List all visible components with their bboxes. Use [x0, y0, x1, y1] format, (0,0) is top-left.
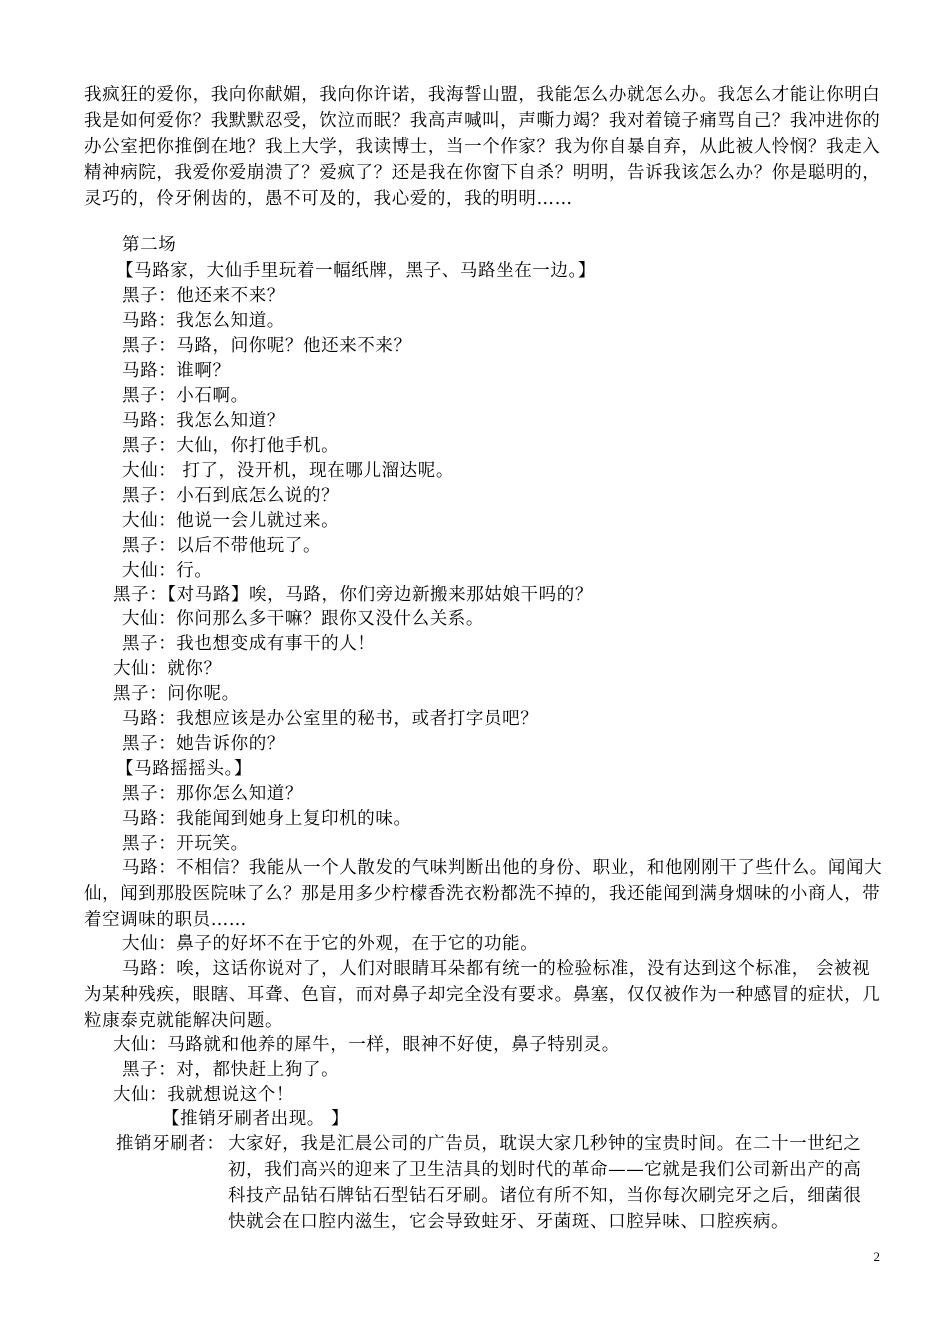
- dialogue-line: 大仙：马路就和他养的犀牛，一样，眼神不好使，鼻子特别灵。: [113, 1035, 620, 1055]
- dialogue-line: 马路：我怎么知道？: [122, 411, 285, 431]
- dialogue-line: 大仙：就你？: [113, 659, 222, 679]
- dialogue-line: 黑子：对，都快赶上狗了。: [122, 1060, 340, 1080]
- dialogue-line: 黑子：小石到底怎么说的？: [122, 486, 340, 506]
- dialogue-line: 黑子：大仙，你打他手机。: [122, 436, 340, 456]
- dialogue-line: 大仙：他说一会儿就过来。: [122, 511, 340, 531]
- dialogue-line: 黑子：开玩笑。: [122, 834, 249, 854]
- dialogue-line: 马路：我怎么知道。: [122, 311, 285, 331]
- stage-direction: 【马路家，大仙手里玩着一幅纸牌，黑子、马路坐在一边。】: [116, 261, 596, 281]
- dialogue-line: 黑子：她告诉你的？: [122, 734, 285, 754]
- dialogue-line: 马路：谁啊？: [122, 361, 231, 381]
- stage-direction: 【马路摇摇头。】: [116, 759, 253, 779]
- dialogue-line: 大仙： 打了，没开机，现在哪儿溜达呢。: [122, 461, 454, 481]
- opening-paragraph: 我疯狂的爱你，我向你献媚，我向你许诺，我海誓山盟，我能怎么办就怎么办。我怎么才能让你明白我是如何爱你？我默默忍受，饮泣而眠？我高声喊叫，声嘶力竭？我对着镜子痛骂自己？我冲进你的办公室把你推倒在地？我上大学，我读博士，当一个作家？我为你自暴自弃，从此被人怜悯？我走入精神病院，我爱你爱崩溃了？爱疯了？还是我在你窗下自杀？明明，告诉我该怎么办？你是聪明的，灵巧的，伶牙俐齿的，愚不可及的，我心爱的，我的明明……: [84, 85, 881, 209]
- salesman-speech: 大家好，我是汇晨公司的广告员，耽误大家几秒钟的宝贵时间。在二十一世纪之初，我们高兴的迎来了卫生洁具的划时代的革命——它就是我们公司新出产的高科技产品钻石牌钻石型钻石牙刷。诸位有所不知，当你每次刷完牙之后，细菌很快就会在口腔内滋生，它会导致蛀牙、牙菌斑、口腔异味、口腔疾病。: [228, 1134, 862, 1232]
- dialogue-line: 大仙：行。: [122, 561, 213, 581]
- malu-speech-smell: 马路：不相信？我能从一个人散发的气味判断出他的身份、职业，和他刚刚干了些什么。闻闻大仙，闻到那股医院味了么？那是用多少柠檬香洗衣粉都洗不掉的，我还能闻到满身烟味的小商人，带着空调味的职员……: [84, 858, 883, 930]
- dialogue-line: 大仙：鼻子的好坏不在于它的外观，在于它的功能。: [122, 934, 539, 954]
- dialogue-line: 大仙：我就想说这个！: [113, 1085, 294, 1105]
- scene-title: 第二场: [122, 235, 177, 255]
- dialogue-line: 大仙：你问那么多干嘛？跟你又没什么关系。: [122, 609, 484, 629]
- page-number: 2: [873, 1249, 880, 1264]
- dialogue-line: 黑子：【对马路】唉，马路，你们旁边新搬来那姑娘干吗的？: [113, 585, 593, 605]
- dialogue-line: 黑子：以后不带他玩了。: [122, 536, 322, 556]
- dialogue-line: 黑子：马路，问你呢？他还来不来？: [122, 336, 412, 356]
- dialogue-line: 马路：我能闻到她身上复印机的味。: [122, 809, 412, 829]
- salesman-speaker: 推销牙刷者：: [116, 1134, 225, 1154]
- dialogue-line: 马路：我想应该是办公室里的秘书，或者打字员吧？: [122, 709, 539, 729]
- dialogue-line: 黑子：那你怎么知道？: [122, 784, 303, 804]
- dialogue-line: 黑子：他还来不来？: [122, 286, 285, 306]
- malu-speech-nose: 马路：唉，这话你说对了，人们对眼睛耳朵都有统一的检验标准，没有达到这个标准， 会被视为某种残疾，眼瞎、耳聋、色盲，而对鼻子却完全没有要求。鼻塞，仅仅被作为一种感冒的症状，几粒康泰克就能解决问题。: [84, 959, 881, 1031]
- dialogue-line: 黑子：问你呢。: [113, 684, 240, 704]
- dialogue-line: 黑子：我也想变成有事干的人！: [122, 634, 376, 654]
- dialogue-line: 黑子：小石啊。: [122, 386, 249, 406]
- stage-direction: 【推销牙刷者出现。 】: [162, 1109, 350, 1129]
